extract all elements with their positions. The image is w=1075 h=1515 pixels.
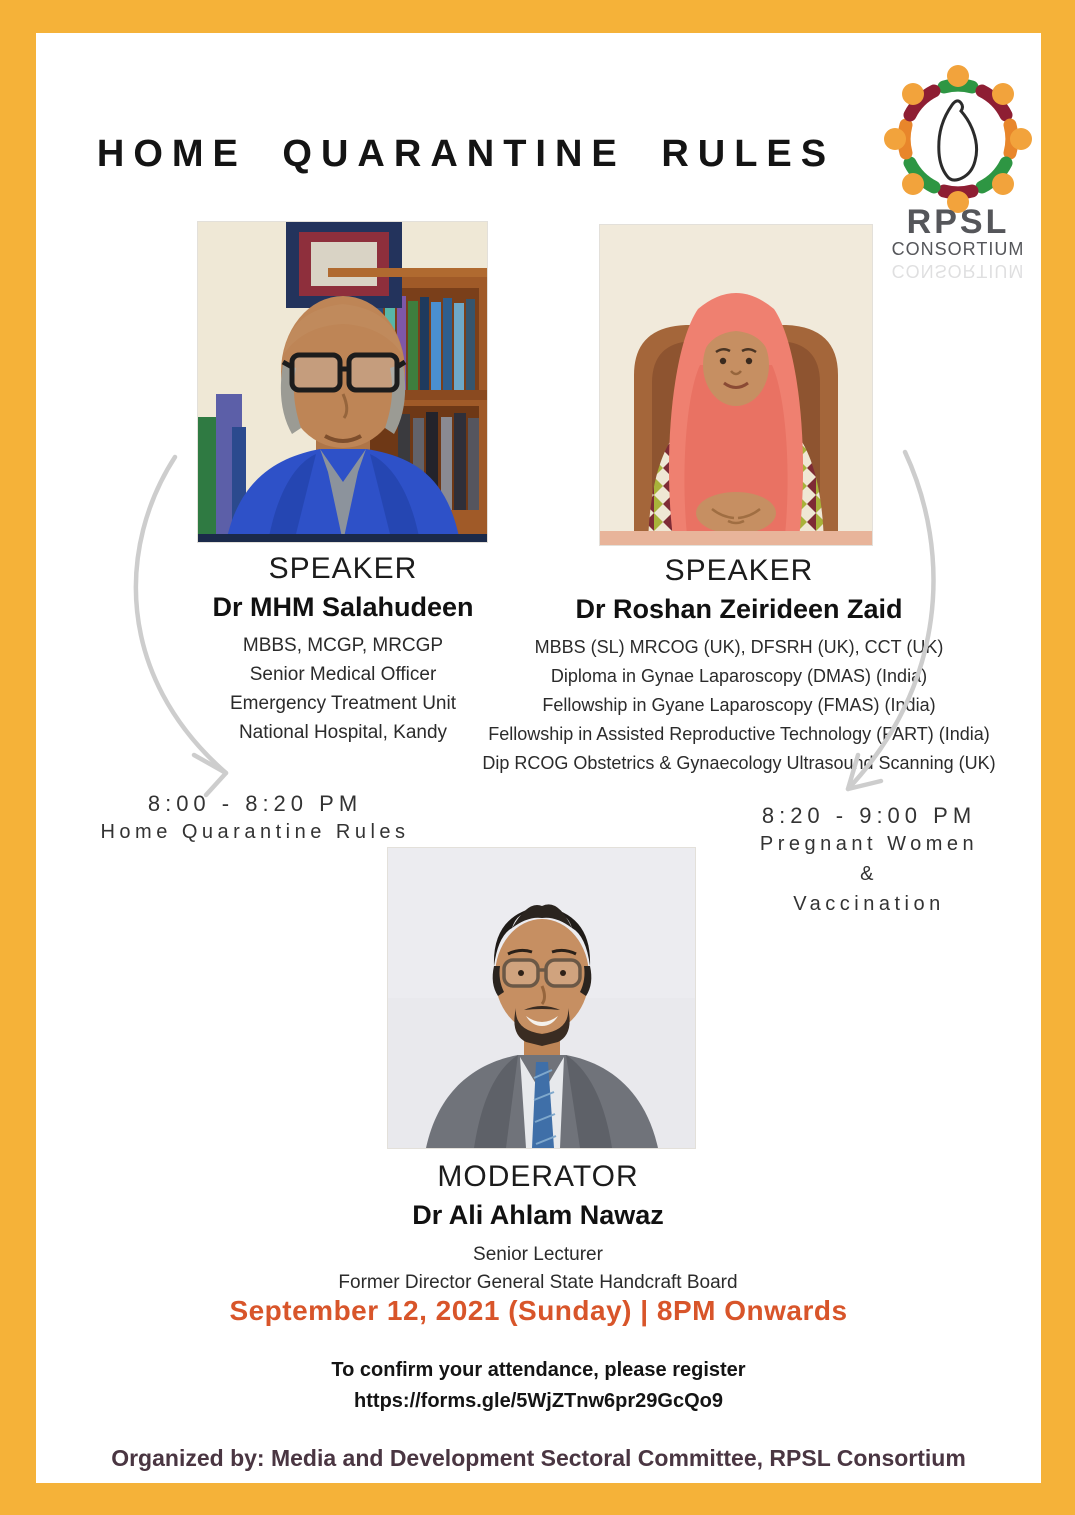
moderator-credentials: Senior Lecturer Former Director General State Handcraft Board [338, 1244, 738, 1293]
speaker-1-portrait-icon [198, 222, 487, 542]
registration-prompt: To confirm your attendance, please register [331, 1359, 746, 1381]
speaker-1-credentials: MBBS, MCGP, MRCGP Senior Medical Officer Emergency Treatment Unit National Hospital, Kandy [230, 635, 456, 743]
speaker-2-name: Dr Roshan Zeirideen Zaid [575, 594, 903, 624]
moderator-role: MODERATOR [437, 1160, 639, 1193]
event-date: September 12, 2021 (Sunday) | 8PM Onwards [229, 1295, 848, 1326]
svg-text:CONSORTIUM: CONSORTIUM [891, 239, 1025, 259]
speaker-2-credentials: MBBS (SL) MRCOG (UK), DFSRH (UK), CCT (UK) Diploma in Gynae Laparoscopy (DMAS) (India) Fellowship in Gyane Laparoscopy (FMAS) (India) Fellowship in Assisted Reproductive Technology (FART) (India) Dip RCOG Obstetrics & Gynaecology Ultrasound Scanning (UK) [482, 637, 996, 773]
session-2-time: 8:20 - 9:00 PM [761, 803, 977, 828]
svg-text:RPSL: RPSL [906, 203, 1010, 241]
moderator-info [288, 1160, 788, 1297]
moderator-photo [388, 848, 695, 1148]
speaker-2-role: SPEAKER [664, 554, 814, 587]
moderator-name: Dr Ali Ahlam Nawaz [412, 1200, 664, 1230]
session-1-time: 8:00 - 8:20 PM [147, 791, 363, 816]
speaker-2-portrait-icon [600, 225, 872, 545]
session-1 [90, 791, 420, 847]
registration-info [36, 1355, 1041, 1417]
moderator-portrait-icon [388, 848, 695, 1148]
speaker-2-photo [600, 225, 872, 545]
rpsl-logo-icon [868, 61, 1048, 286]
speaker-1-role: SPEAKER [268, 552, 418, 585]
page-title: HOME QUARANTINE RULES [96, 133, 836, 175]
poster-page [36, 33, 1041, 1483]
registration-link[interactable]: https://forms.gle/5WjZTnw6pr29GcQo9 [354, 1390, 723, 1412]
organizer-credit: Organized by: Media and Development Sectoral Committee, RPSL Consortium [111, 1445, 966, 1471]
speaker-1-photo [198, 222, 487, 542]
speaker-1-name: Dr MHM Salahudeen [212, 592, 474, 622]
session-2: 8:20 - 9:00 PM Pregnant Women & Vaccination [704, 803, 1034, 919]
session-1-topic: Home Quarantine Rules [100, 821, 410, 843]
speaker-2-info [474, 554, 1004, 778]
rpsl-consortium-logo [868, 61, 1048, 286]
svg-text:CONSORTIUM: CONSORTIUM [891, 261, 1025, 281]
